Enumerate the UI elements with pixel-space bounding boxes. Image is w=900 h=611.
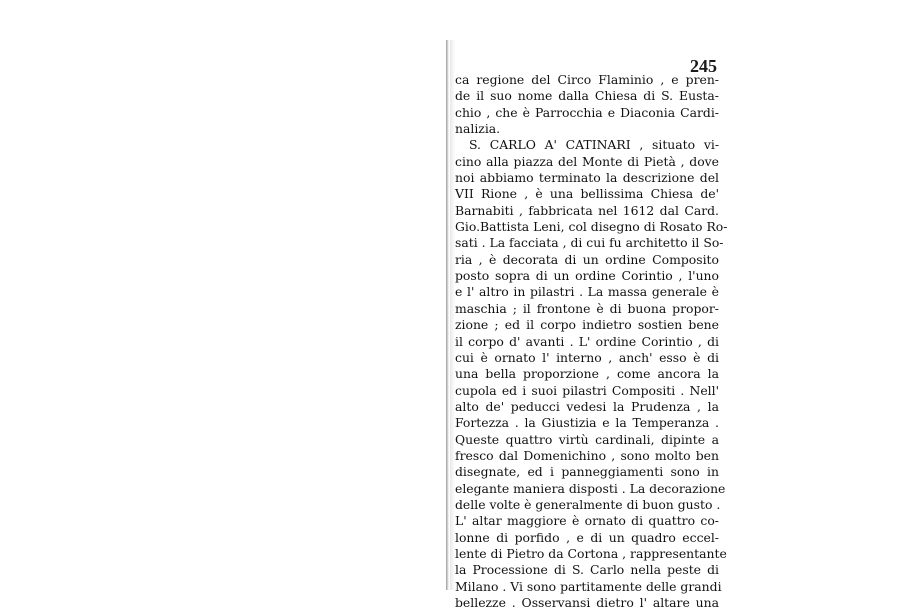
text-line: disegnate, ed i panneggiamenti sono in bbox=[455, 464, 719, 480]
text-line: una bella proporzione , come ancora la bbox=[455, 366, 719, 382]
body-text bbox=[455, 72, 728, 611]
text-line: de il suo nome dalla Chiesa di S. Eusta- bbox=[455, 88, 719, 104]
text-line: cupola ed i suoi pilastri Compositi . Nell' bbox=[455, 382, 719, 398]
text-line: sati . La facciata , di cui fu architetto il So- bbox=[455, 235, 724, 251]
text-line: ca regione del Circo Flaminio , e pren- bbox=[455, 72, 719, 87]
text-line: la Processione di S. Carlo nella peste di bbox=[455, 562, 719, 578]
page-number: 245 bbox=[690, 56, 717, 76]
text-line: Barnabiti , fabbricata nel 1612 dal Card. bbox=[455, 202, 719, 218]
text-line: posto sopra di un ordine Corintio , l'uno bbox=[455, 268, 719, 284]
book-gutter-shadow bbox=[446, 40, 449, 590]
text-line: L' altar maggiore è ornato di quattro co- bbox=[455, 513, 719, 529]
text-line: S. CARLO A' CATINARI , situato vi- bbox=[469, 137, 719, 153]
text-line: noi abbiamo terminato la descrizione del bbox=[455, 170, 719, 186]
text-line: il corpo d' avanti . L' ordine Corintio , di bbox=[455, 333, 719, 349]
text-line: chio , che è Parrocchia e Diaconia Cardi- bbox=[455, 104, 719, 120]
text-line: delle volte è generalmente di buon gusto . bbox=[455, 496, 721, 512]
text-line: elegante maniera disposti . La decorazione bbox=[455, 480, 726, 496]
text-line: cino alla piazza del Monte di Pietà , dove bbox=[455, 153, 719, 169]
text-line: ria , è decorata di un ordine Composito bbox=[455, 251, 719, 267]
text-line: alto de' peducci vedesi la Prudenza , la bbox=[455, 398, 719, 414]
text-line: Fortezza . la Giustizia e la Temperanza . bbox=[455, 415, 719, 431]
text-line: lonne di porfido , e di un quadro eccel- bbox=[455, 529, 719, 545]
text-line: e l' altro in pilastri . La massa generale è bbox=[455, 284, 719, 300]
text-line: fresco dal Domenichino , sono molto ben bbox=[455, 447, 719, 463]
text-line: cui è ornato l' interno , anch' esso è di bbox=[455, 349, 719, 365]
text-line: bellezze . Osservansi dietro l' altare una bbox=[455, 595, 719, 610]
text-line: Queste quattro virtù cardinali, dipinte a bbox=[455, 431, 719, 447]
text-line: lente di Pietro da Cortona , rappresentante bbox=[455, 545, 727, 561]
text-line: Gio.Battista Leni, col disegno di Rosato Ro- bbox=[455, 219, 728, 235]
text-line: maschia ; il frontone è di buona propor- bbox=[455, 300, 719, 316]
text-line: zione ; ed il corpo indietro sostien bene bbox=[455, 317, 719, 333]
text-line: VII Rione , è una bellissima Chiesa de' bbox=[455, 186, 719, 202]
text-line: Milano . Vi sono partitamente delle grandi bbox=[455, 578, 722, 594]
text-line: nalizia. bbox=[455, 121, 501, 137]
